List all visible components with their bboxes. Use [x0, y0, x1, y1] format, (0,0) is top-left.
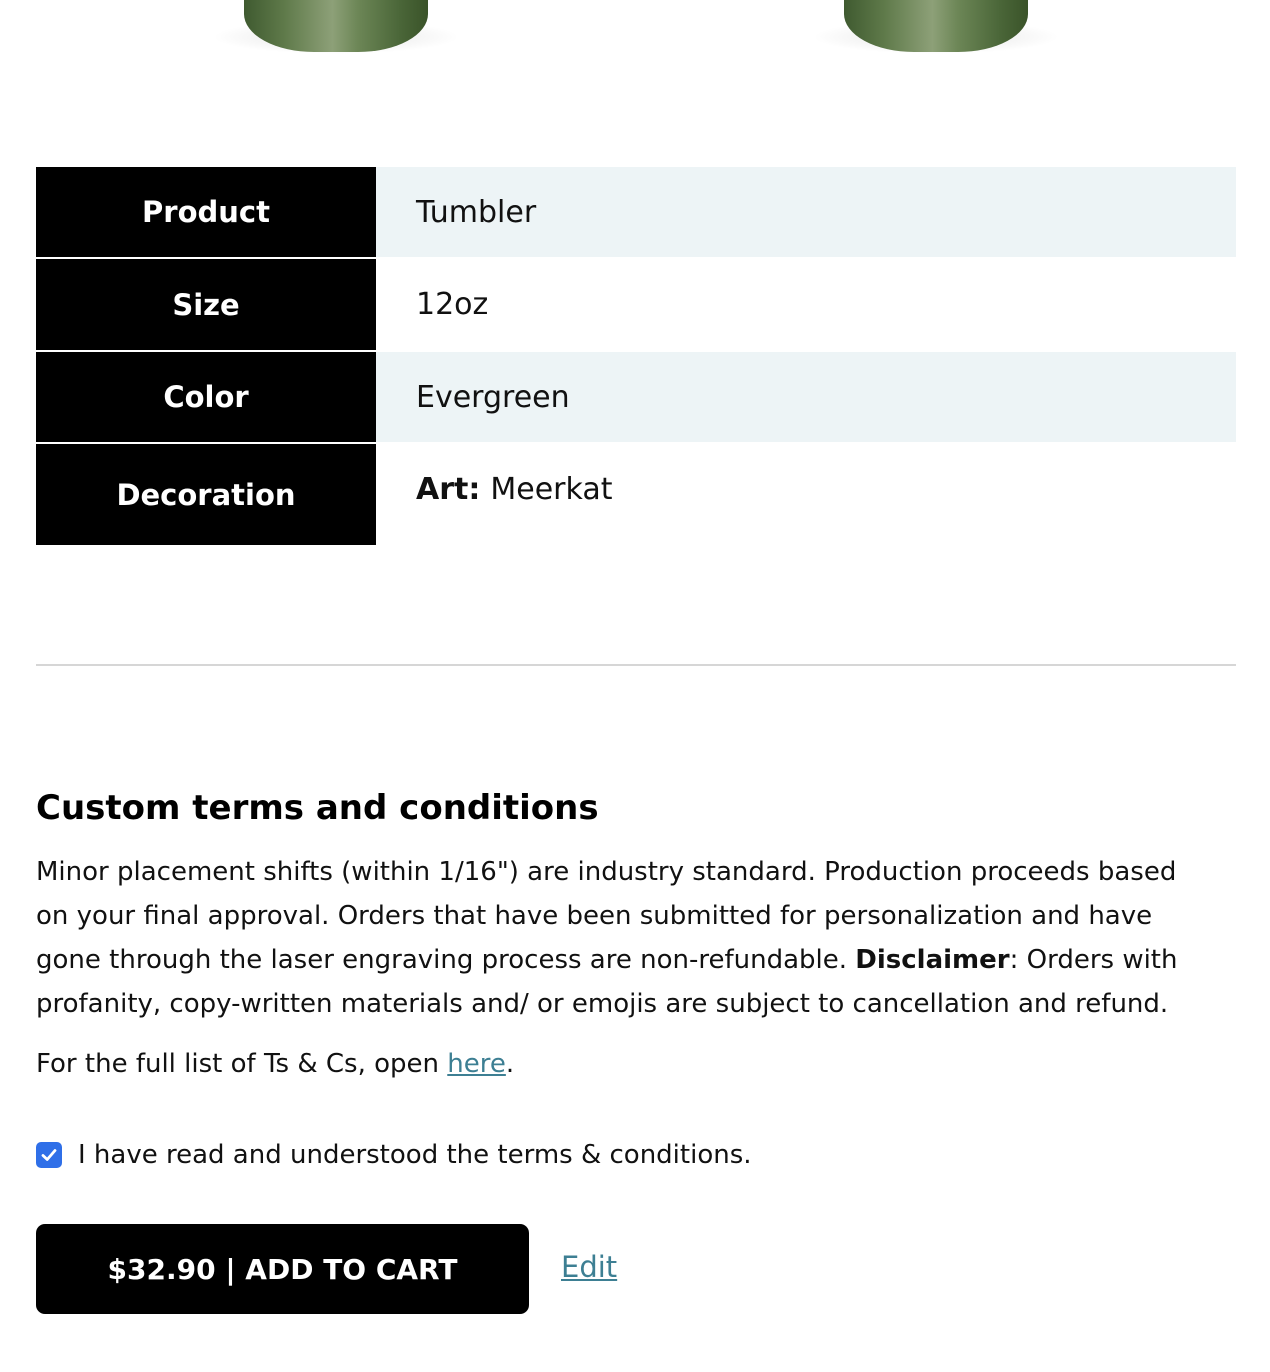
- spec-row-size: [36, 259, 1236, 350]
- spec-value: Evergreen: [376, 352, 1236, 442]
- full-terms-prefix: For the full list of Ts & Cs, open: [36, 1049, 448, 1079]
- checkmark-icon: [39, 1145, 59, 1165]
- spec-value: [376, 444, 1236, 545]
- full-terms-suffix: .: [505, 1049, 515, 1079]
- spec-label: Size: [36, 259, 376, 350]
- spec-label: Color: [36, 352, 376, 442]
- terms-body-text: Minor placement shifts (within 1/16") are industry standard. Production proceeds based on your final approval. Orders that have been submitted for personalization and have gone through the laser engraving process are non-refundable.: [36, 857, 1177, 975]
- edit-link[interactable]: Edit: [561, 1250, 618, 1284]
- terms-checkbox[interactable]: [36, 1142, 62, 1168]
- spec-value: Tumbler: [376, 167, 1236, 257]
- terms-agreement[interactable]: [36, 1140, 752, 1170]
- spec-row-color: [36, 352, 1236, 442]
- tumbler-body: [244, 0, 428, 52]
- spec-value: 12oz: [416, 287, 489, 322]
- terms-checkbox-label: I have read and understood the terms & conditions.: [78, 1140, 752, 1170]
- tumbler-body: [844, 0, 1028, 52]
- spec-row-decoration: [36, 444, 1236, 545]
- spec-row-product: [36, 167, 1236, 257]
- tumbler-image-left: [242, 0, 430, 52]
- disclaimer-label: Disclaimer: [855, 945, 1010, 975]
- art-label: Art:: [416, 472, 481, 507]
- add-to-cart-button[interactable]: $32.90 | ADD TO CART: [36, 1224, 529, 1314]
- spec-label: Product: [36, 167, 376, 257]
- art-value: Meerkat: [490, 472, 613, 507]
- full-terms-link[interactable]: here: [447, 1049, 506, 1079]
- full-terms-line: [36, 1042, 514, 1086]
- tumbler-image-right: [842, 0, 1030, 52]
- spec-label: Decoration: [36, 444, 376, 545]
- specs-table: [36, 167, 1236, 545]
- terms-body: [36, 850, 1216, 1026]
- terms-title: Custom terms and conditions: [36, 788, 599, 828]
- section-divider: [36, 664, 1236, 666]
- terms-body-text-2: : Orders with profanity, copy-written materials and/ or emojis are subject to cancellation and refund.: [36, 945, 1178, 1019]
